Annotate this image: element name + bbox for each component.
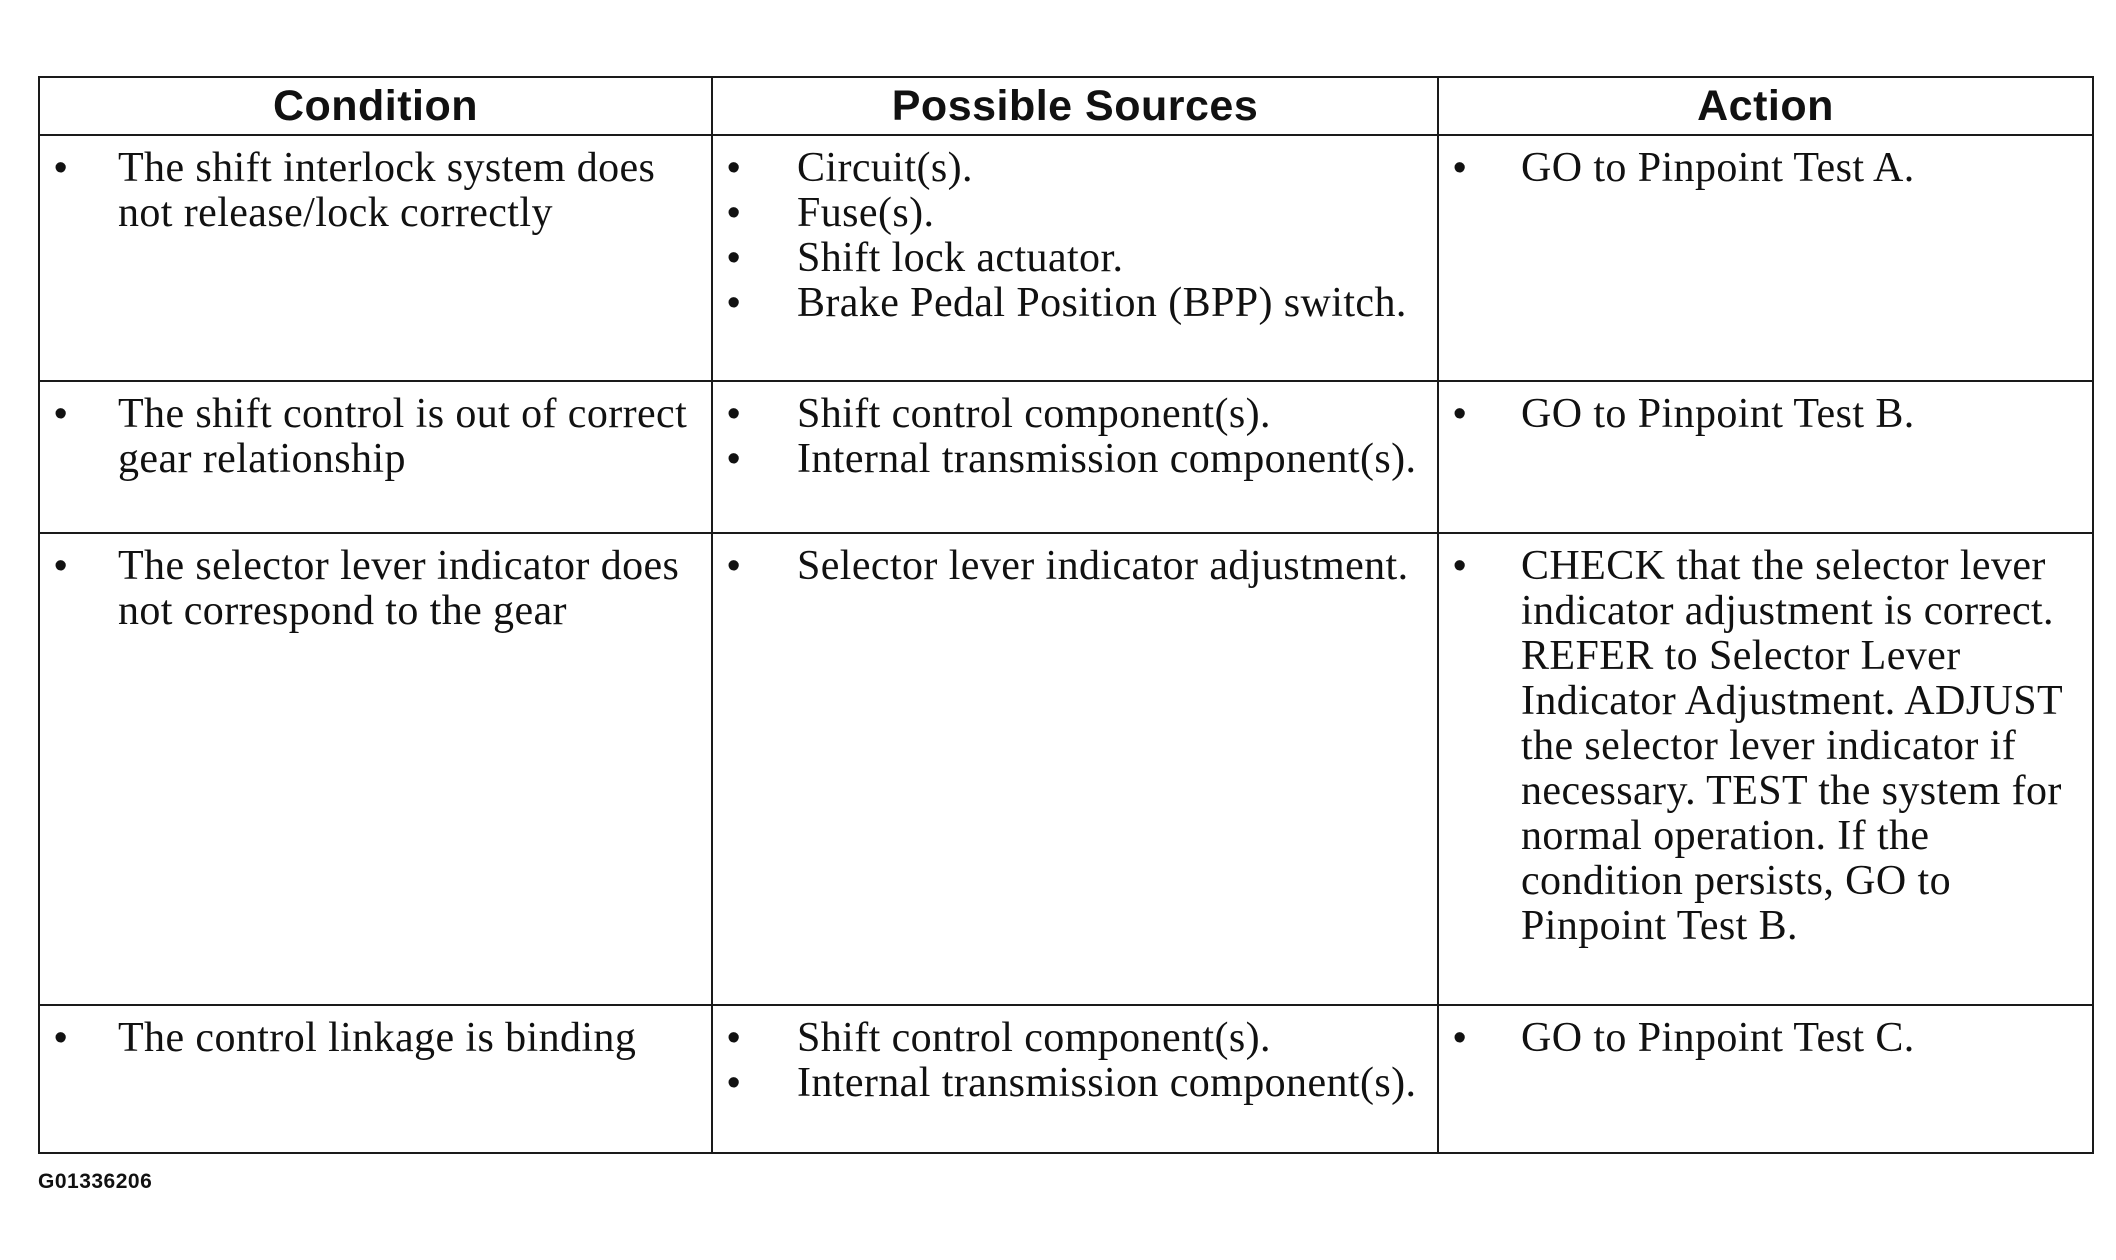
sources-cell [712,381,1438,533]
table-row [39,135,2093,381]
action-cell [1438,135,2093,381]
action-list [1439,382,2092,437]
action-item: • GO to Pinpoint Test C. [1439,1016,2084,1061]
source-item: • Fuse(s). [713,191,1429,236]
condition-list [40,1006,711,1061]
sources-cell [712,135,1438,381]
action-cell [1438,381,2093,533]
sources-list [713,1006,1437,1106]
condition-list [40,136,711,236]
source-item: • Shift control component(s). [713,392,1429,437]
source-item: • Internal transmission component(s). [713,1061,1429,1106]
figure-id-label: G01336206 [38,1170,153,1193]
source-item: • Shift control component(s). [713,1016,1429,1061]
condition-item: • The selector lever indicator does not correspond to the gear [40,544,703,634]
source-item: • Internal transmission component(s). [713,437,1429,482]
sources-list [713,136,1437,326]
diagnosis-table [38,76,2094,1154]
source-item: • Brake Pedal Position (BPP) switch. [713,281,1429,326]
sources-cell [712,533,1438,1005]
action-list [1439,1006,2092,1061]
action-item: • GO to Pinpoint Test A. [1439,146,2084,191]
source-item: • Selector lever indicator adjustment. [713,544,1429,589]
action-cell [1438,1005,2093,1153]
sources-list [713,382,1437,482]
action-cell [1438,533,2093,1005]
table-row [39,533,2093,1005]
action-item: • GO to Pinpoint Test B. [1439,392,2084,437]
condition-item: • The shift interlock system does not release/lock correctly [40,146,703,236]
condition-item: • The control linkage is binding [40,1016,703,1061]
condition-item: • The shift control is out of correct gear relationship [40,392,703,482]
header-row [39,77,2093,135]
condition-cell [39,533,712,1005]
table-row [39,1005,2093,1153]
action-list [1439,534,2092,949]
sources-cell [712,1005,1438,1153]
condition-cell [39,1005,712,1153]
condition-list [40,534,711,634]
header-condition: Condition [39,77,712,135]
action-list [1439,136,2092,191]
source-item: • Shift lock actuator. [713,236,1429,281]
condition-cell [39,381,712,533]
condition-cell [39,135,712,381]
action-item: • CHECK that the selector lever indicator adjustment is correct. REFER to Selector Lever Indicator Adjustment. ADJUST the selector lever indicator if necessary. TEST the system for normal operation. If the condition persists, GO to Pinpoint Test B. [1439,544,2084,949]
table-row [39,381,2093,533]
condition-list [40,382,711,482]
header-possible-sources: Possible Sources [712,77,1438,135]
header-action: Action [1438,77,2093,135]
sources-list [713,534,1437,589]
source-item: • Circuit(s). [713,146,1429,191]
